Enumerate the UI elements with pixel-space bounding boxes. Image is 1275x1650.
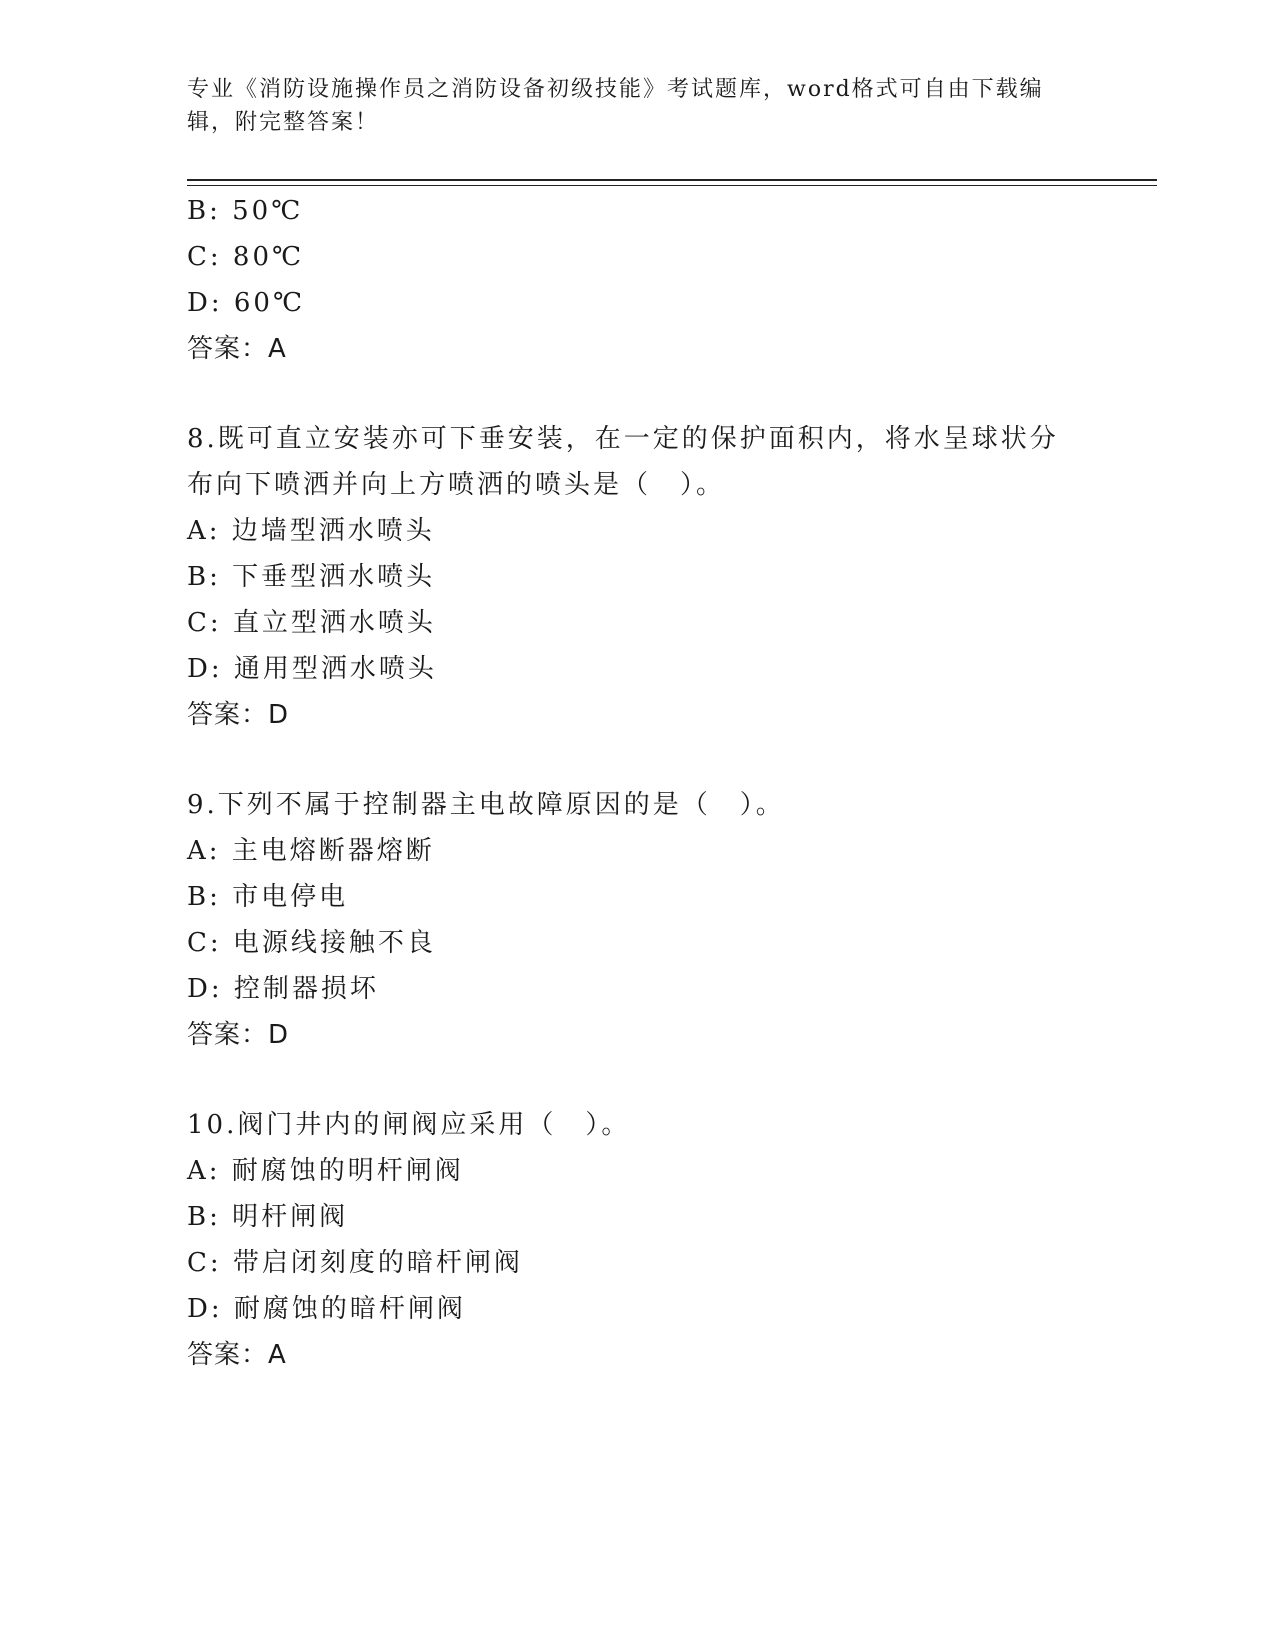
option-a: A: 边墙型洒水喷头	[187, 516, 435, 546]
question-list	[187, 188, 1087, 1378]
option-d: D: 耐腐蚀的暗杆闸阀	[187, 1294, 466, 1324]
option-c: C: 带启闭刻度的暗杆闸阀	[187, 1248, 523, 1278]
option-d: D: 控制器损坏	[187, 974, 379, 1004]
answer-line: 答案：D	[187, 700, 290, 730]
option-b: B: 下垂型洒水喷头	[187, 562, 436, 592]
option-c: C: 电源线接触不良	[187, 928, 436, 958]
question-10	[187, 1102, 1087, 1378]
partial-question	[187, 188, 1087, 372]
question-text: 9.下列不属于控制器主电故障原因的是（ ）。	[187, 790, 785, 820]
header-rule-thin	[187, 185, 1157, 186]
answer-line: 答案：A	[187, 1340, 287, 1370]
question-9	[187, 782, 1087, 1058]
question-text: 10.阀门井内的闸阀应采用（ ）。	[187, 1110, 631, 1140]
option-a: A: 主电熔断器熔断	[187, 836, 435, 866]
option-c: C: 直立型洒水喷头	[187, 608, 436, 638]
option-b: B: 市电停电	[187, 882, 349, 912]
answer-line: 答案：A	[187, 334, 287, 364]
document-header: 专业《消防设施操作员之消防设备初级技能》考试题库，word格式可自由下载编辑，附完整答案！	[187, 77, 1044, 135]
question-8	[187, 416, 1087, 738]
option-b: B: 明杆闸阀	[187, 1202, 349, 1232]
question-text: 8.既可直立安装亦可下垂安装，在一定的保护面积内，将水呈球状分布向下喷洒并向上方喷洒的喷头是（ ）。	[187, 424, 1059, 500]
header-rule-thick	[187, 179, 1157, 181]
answer-line: 答案：D	[187, 1020, 290, 1050]
option-c: C: 80℃	[187, 242, 305, 272]
option-b: B: 50℃	[187, 196, 304, 226]
option-a: A: 耐腐蚀的明杆闸阀	[187, 1156, 464, 1186]
option-d: D: 60℃	[187, 288, 306, 318]
option-d: D: 通用型洒水喷头	[187, 654, 437, 684]
